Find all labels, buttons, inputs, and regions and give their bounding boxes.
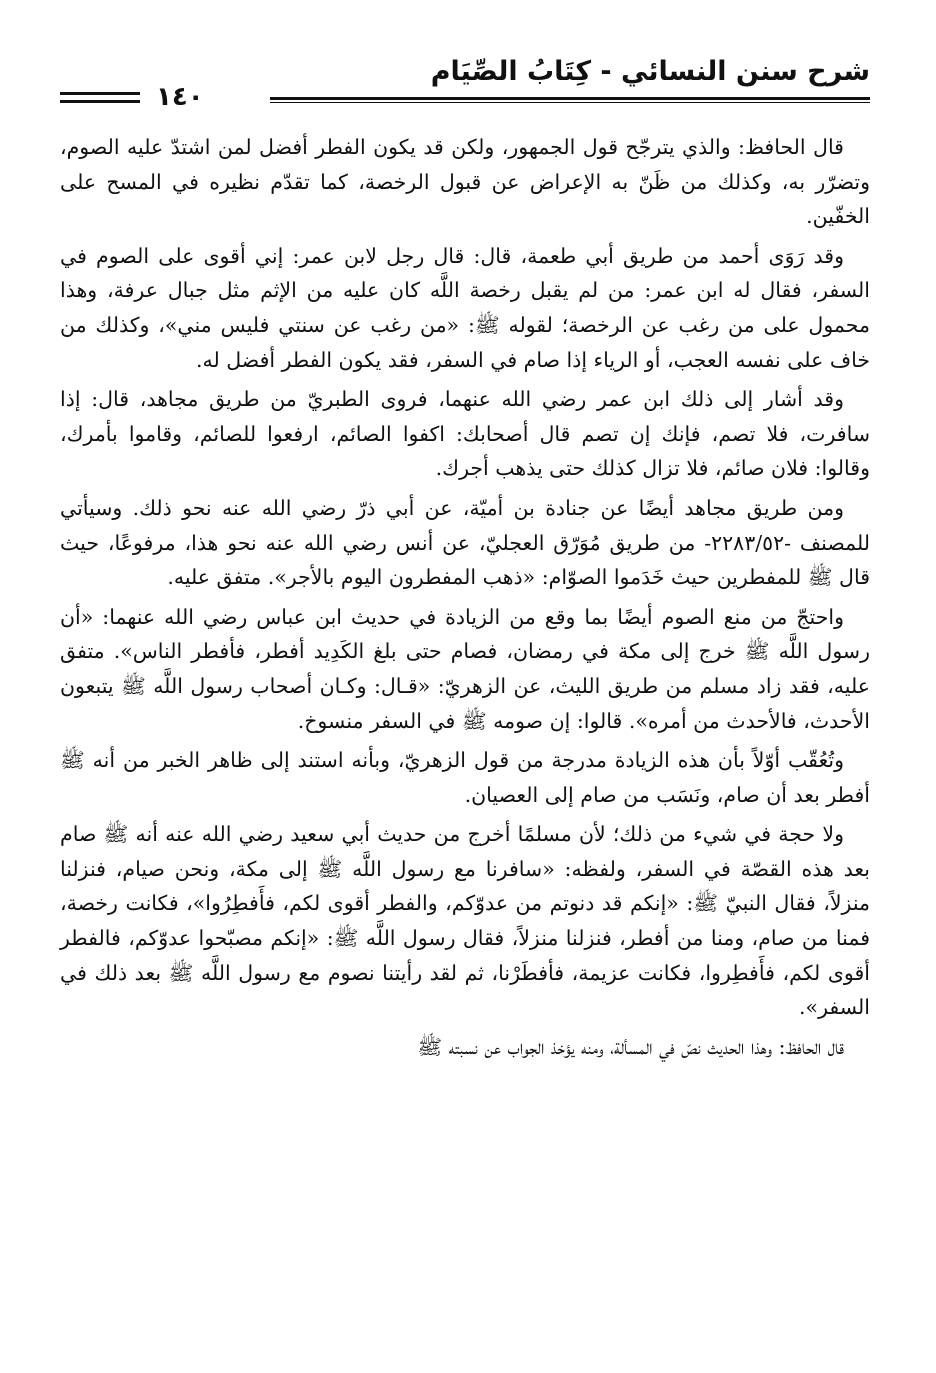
paragraph: وتُعُقّب أوّلاً بأن هذه الزيادة مدرجة من قول الزهريّ، وبأنه استند إلى ظاهر الخبر من أنه ﷺ أفطر بعد أن صام، ونَسَب من صام إلى العصيان. [60,748,870,807]
paragraph: وقد أشار إلى ذلك ابن عمر رضي الله عنهما، فروى الطبريّ من طريق مجاهد، قال: إذا سافرت، فلا تصم، فإنك إن تصم قال أصحابك: اكفوا الصائم، ارفعوا للصائم، وقاموا بأمرك، وقالوا: فلان صائم، فلا تزال كذلك حتى يذهب أجرك. [60,387,870,481]
page-number: ١٤٠ [148,84,212,110]
paragraph: وقد رَوَى أحمد من طريق أبي طعمة، قال: قال رجل لابن عمر: إني أقوى على الصوم في السفر، فقال له ابن عمر: من لم يقبل رخصة اللَّه كان عليه من الإثم مثل جبال عرفة، وهذا محمول على من رغب عن الرخصة؛ لقوله ﷺ: «من رغب عن سنتي فليس مني»، وكذلك من خاف على نفسه العجب، أو الرياء إذا صام في السفر، فقد يكون الفطر أفضل له. [60,243,870,372]
paragraph: واحتجّ من منع الصوم أيضًا بما وقع من الزيادة في حديث ابن عباس رضي الله عنهما: «أن رسول اللَّه ﷺ خرج إلى مكة في رمضان، فصام حتى بلغ الكَدِيد أفطر، فأفطر الناس». متفق عليه، فقد زاد مسلم من طريق الليث، عن الزهريّ: «قـال: وكـان أصحاب رسول اللَّه ﷺ يتبعون الأحدث، فالأحدث من أمره». قالوا: إن صومه ﷺ في السفر منسوخ. [60,604,870,733]
header-rule-short-lower [60,100,140,103]
document-page [60,50,870,1350]
header-rule [270,97,870,100]
paragraph: قال الحافظ: والذي يترجّح قول الجمهور، ولكن قد يكون الفطر أفضل لمن اشتدّ عليه الصوم، وتضرّر به، وكذلك من ظَنّ به الإعراض عن قبول الرخصة، كما تقدّم نظيره في المسح على الخفّين. [60,135,870,229]
running-header-title: شرح سنن النسائي - كِتَابُ الصِّيَام [430,56,870,87]
page-header [60,50,870,112]
body-text [60,130,870,1069]
header-rule-short [60,92,140,95]
header-rule-thin [270,102,870,103]
paragraph: ولا حجة في شيء من ذلك؛ لأن مسلمًا أخرج من حديث أبي سعيد رضي الله عنه أنه ﷺ صام بعد هذه القصّة في السفر، ولفظه: «سافرنا مع رسول اللَّه ﷺ إلى مكة، ونحن صيام، فنزلنا منزلاً، فقال النبيّ ﷺ: «إنكم قد دنوتم من عدوّكم، والفطر أقوى لكم، فأَفطِرُوا»، فكانت رخصة، فمنا من صام، ومنا من أفطر، فنزلنا منزلاً، فقال رسول اللَّه ﷺ: «إنكم مصبّحوا عدوّكم، فالفطر أقوى لكم، فأَفطِروا، فكانت عزيمة، فأفطَرْنا، ثم لقد رأيتنا نصوم مع رسول اللَّه ﷺ بعد ذلك في السفر». [60,822,870,1020]
paragraph: ومن طريق مجاهد أيضًا عن جنادة بن أميّة، عن أبي ذرّ رضي الله عنه نحو ذلك. وسيأتي للمصنف -٢٢٨٣/٥٢- من طريق مُوَرّق العجليّ، عن أنس رضي الله عنه نحو هذا، مرفوعًا، حيث قال ﷺ للمفطرين حيث خَدَموا الصوّام: «ذهب المفطرون اليوم بالأجر». متفق عليه. [60,495,870,590]
paragraph: قال الحافظ: وهذا الحديث نصّ في المسألة، ومنه يؤخذ الجواب عن نسبته ﷺ [417,1034,844,1059]
